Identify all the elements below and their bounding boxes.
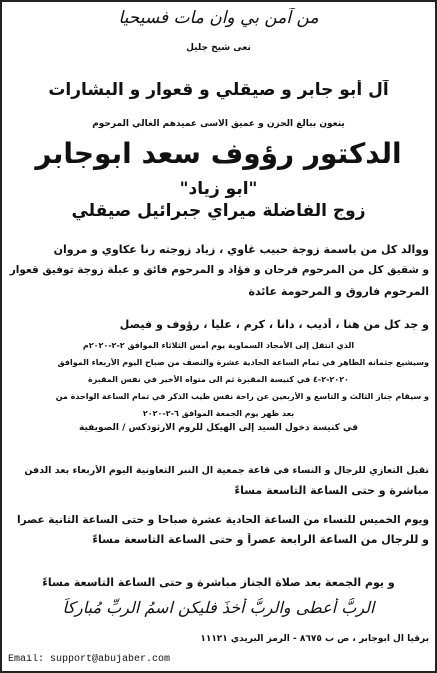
- condolences-line: مباشرة و حتى الساعة التاسعة مساءً: [234, 484, 429, 497]
- grandfather-line: و جد كل من هنا ، أديب ، دانا ، كرم ، عليا ، رؤوف و فيصل: [119, 318, 429, 331]
- announcer: نعى شيخ جليل: [186, 43, 251, 53]
- email-link[interactable]: support@abujaber.com: [50, 654, 171, 665]
- condolences-line: ويوم الخميس للنساء من الساعة الحادية عشرة صباحاً و حتى الساعة الثانية عصراً: [16, 514, 429, 526]
- mourning-line: ينعون ببالغ الحزن و عميق الأسى عميدهم الغالي المرحوم: [92, 119, 345, 129]
- email-label: Email:: [8, 654, 45, 665]
- deceased-name: الدكتور رؤوف سعد ابوجابر: [35, 137, 402, 170]
- spouse-line: زوج الفاضلة ميراي جبرائيل صيقلي: [71, 201, 366, 221]
- nickname: "ابو زياد": [179, 179, 258, 199]
- cables-line: برقيا آل ابوجابر ، ص ب ٨٦٧٥ - الرمز البريدي ١١١٢١: [200, 634, 429, 644]
- verse-bottom: الربُّ أعطى والربُّ أخذَ فليكن اسمُ الربِّ مُباركاً: [62, 598, 375, 617]
- relatives-line: ووالد كل من باسمة زوجة حبيب غاوي ، زياد زوجته رنا عكاوي و مروان: [53, 243, 429, 256]
- email-line: [8, 654, 429, 667]
- verse-top: من آمن بي وان مات فسيحيا: [118, 8, 319, 28]
- relatives-line: المرحوم فاروق و المرحومة عائدة: [248, 285, 429, 298]
- families-heading: آل أبو جابر و صيقلي و قعوار و البشارات: [48, 80, 389, 100]
- relatives-line: و شقيق كل من المرحوم فرحان و فؤاد و المرحوم فائق و عبلة زوجة توفيق قعوار: [9, 264, 429, 276]
- condolences-line: و يوم الجمعة بعد صلاة الجناز مباشرة و حتى الساعة التاسعة مساءً: [42, 576, 395, 589]
- church-line: في كنيسة دخول السيد إلى الهيكل للروم الأرثوذكس / الصويفية: [78, 423, 359, 433]
- details-line: الذي انتقل إلى الأمجاد السماوية يوم أمس الثلاثاء الموافق ٢-٢-٢٠٢٠م: [82, 341, 355, 350]
- details-line: وسيشيع جثمانه الطاهر في تمام الساعة الحادية عشرة والنصف من صباح اليوم الأربعاء الموافق: [57, 358, 429, 367]
- details-line: ٢٠٢٠-٢-٤ في كنيسة المقبرة ثم الى متواه الأخير في نفس المقبرة: [88, 375, 349, 384]
- details-line: و سيقام جناز الثالث و التاسع و الأربعين عن راحة نفس طيب الذكر في تمام الساعة الواحدة من: [55, 392, 429, 401]
- details-line: بعد ظهر يوم الجمعة الموافق ٦-٢-٢٠٢٠: [142, 409, 295, 418]
- condolences-line: تقبل التعازي للرجال و النساء في قاعة جمعية آل النبر التعاونية اليوم الأربعاء بعد الدفن: [24, 465, 429, 476]
- condolences-line: و للرجال من الساعة الرابعة عصراً و حتى الساعة التاسعة مساءً: [92, 533, 429, 546]
